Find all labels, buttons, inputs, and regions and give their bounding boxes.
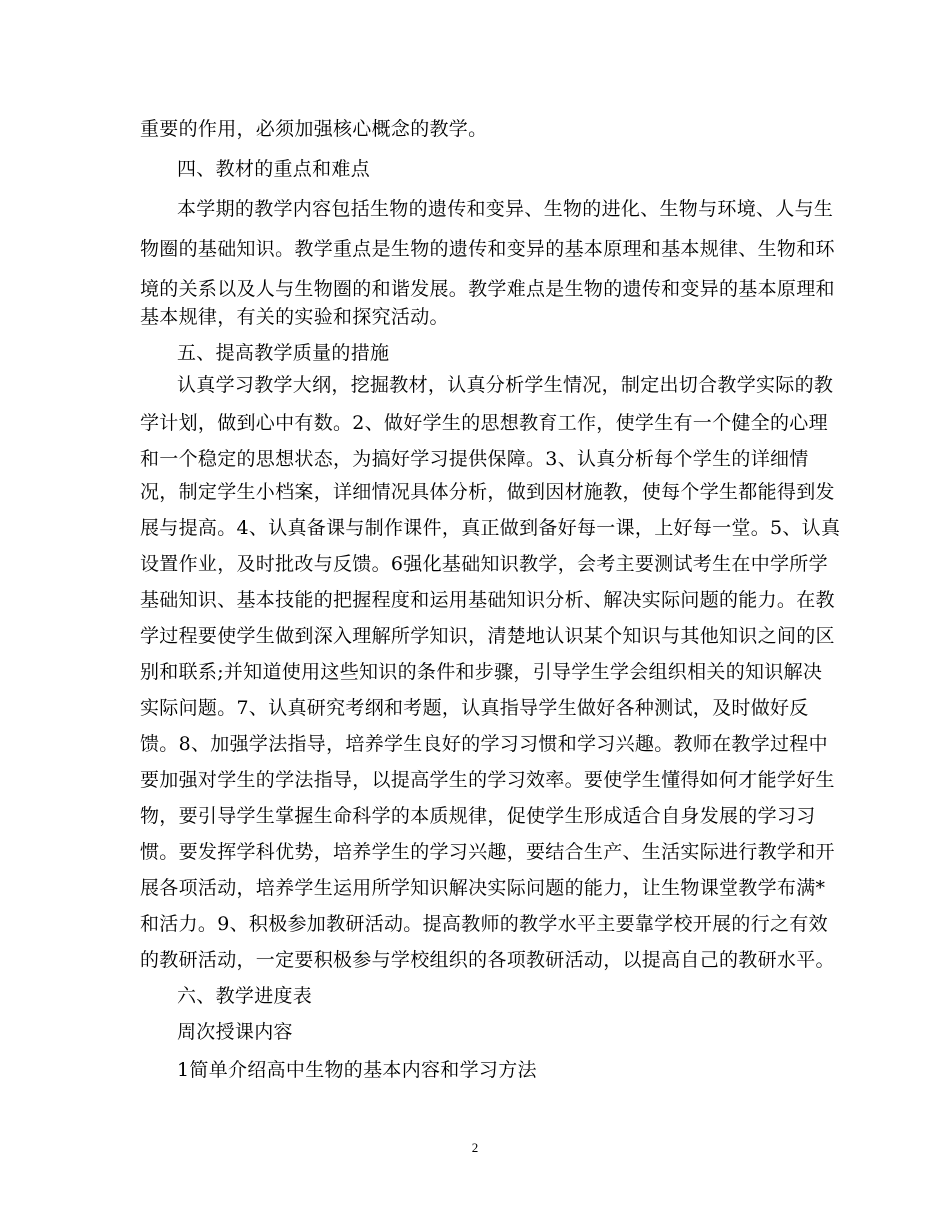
text-line: 况，制定学生小档案，详细情况具体分析，做到因材施教，使每个学生都能得到发 — [140, 481, 835, 503]
text-line: 物圈的基础知识。教学重点是生物的遗传和变异的基本原理和基本规律、生物和环 — [140, 238, 835, 260]
text-line: 的教研活动，一定要积极参与学校组织的各项教研活动，以提高自己的教研水平。 — [140, 949, 835, 971]
text-line: 认真学习教学大纲，挖掘教材，认真分析学生情况，制定出切合教学实际的教 — [177, 374, 834, 396]
text-line: 重要的作用，必须加强核心概念的教学。 — [140, 118, 488, 140]
text-line: 要加强对学生的学法指导，以提高学生的学习效率。要使学生懂得如何才能学好生 — [140, 769, 835, 791]
section-heading: 四、教材的重点和难点 — [177, 158, 371, 180]
text-line: 1简单介绍高中生物的基本内容和学习方法 — [177, 1059, 537, 1081]
text-line: 学过程要使学生做到深入理解所学知识，清楚地认识某个知识与其他知识之间的区 — [140, 625, 835, 647]
text-line: 本学期的教学内容包括生物的遗传和变异、生物的进化、生物与环境、人与生 — [177, 198, 834, 220]
section-heading: 五、提高教学质量的措施 — [177, 342, 390, 364]
text-line: 展各项活动，培养学生运用所学知识解决实际问题的能力，让生物课堂教学布满* — [140, 877, 826, 899]
text-line: 别和联系;并知道使用这些知识的条件和步骤，引导学生学会组织相关的知识解决 — [140, 661, 823, 683]
text-line: 惯。要发挥学科优势，培养学生的学习兴趣，要结合生产、生活实际进行教学和开 — [140, 841, 835, 863]
text-line: 和活力。9、积极参加教研活动。提高教师的教学水平主要靠学校开展的行之有效 — [140, 913, 828, 935]
text-line: 基本规律，有关的实验和探究活动。 — [140, 306, 449, 328]
text-line: 设置作业，及时批改与反馈。6强化基础知识教学，会考主要测试考生在中学所学 — [140, 553, 828, 575]
text-line: 物，要引导学生掌握生命科学的本质规律，促使学生形成适合自身发展的学习习 — [140, 805, 816, 827]
text-line: 基础知识、基本技能的把握程度和运用基础知识分析、解决实际问题的能力。在教 — [140, 589, 835, 611]
text-line: 周次授课内容 — [177, 1021, 293, 1043]
text-line: 实际问题。7、认真研究考纲和考题，认真指导学生做好各种测试，及时做好反 — [140, 697, 809, 719]
text-line: 学计划，做到心中有数。2、做好学生的思想教育工作，使学生有一个健全的心理 — [140, 412, 828, 434]
page-number: 2 — [471, 1140, 479, 1155]
text-line: 馈。8、加强学法指导，培养学生良好的学习习惯和学习兴趣。教师在教学过程中 — [140, 733, 828, 755]
text-line: 展与提高。4、认真备课与制作课件，真正做到备好每一课，上好每一堂。5、认真 — [140, 517, 841, 539]
section-heading: 六、教学进度表 — [177, 985, 313, 1007]
text-line: 和一个稳定的思想状态，为搞好学习提供保障。3、认真分析每个学生的详细情 — [140, 448, 809, 470]
text-line: 境的关系以及人与生物圈的和谐发展。教学难点是生物的遗传和变异的基本原理和 — [140, 278, 835, 300]
